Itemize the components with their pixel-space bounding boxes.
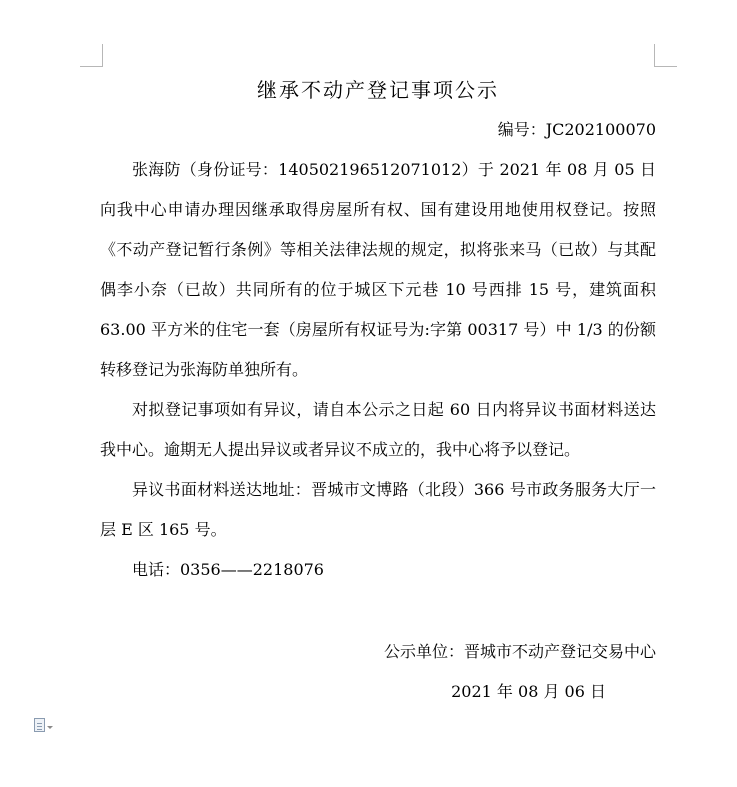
issue-date: 2021 年 08 月 06 日 <box>451 682 606 701</box>
paragraph-application: 张海防（身份证号：140502196512071012）于 2021 年 08 月 05 日向我中心申请办理因继承取得房屋所有权、国有建设用地使用权登记。按照《不动产登记暂行条例》等相关法律法规的规定，拟将张来马（已故）与其配偶李小奈（已故）共同所有的位于城区下元巷 10 号西排 15 号，建筑面积 63.00 平方米的住宅一套（房屋所有权证号为:字第 00317 号）中 1/3 的份额转移登记为张海防单独所有。 <box>100 160 656 379</box>
paragraph-phone: 电话：0356——2218076 <box>132 560 324 579</box>
paste-options-icon[interactable] <box>34 716 62 734</box>
document-body <box>100 70 656 712</box>
issuer-line: 公示单位：晋城市不动产登记交易中心 <box>383 642 656 661</box>
clipboard-document-icon <box>34 718 45 732</box>
reference-number: 编号：JC202100070 <box>497 120 656 139</box>
paragraph-address: 异议书面材料送达地址：晋城市文博路（北段）366 号市政务服务大厅一层 E 区 165 号。 <box>100 480 656 539</box>
chevron-down-icon <box>47 726 53 729</box>
paragraph-objection: 对拟登记事项如有异议，请自本公示之日起 60 日内将异议书面材料送达我中心。逾期无人提出异议或者异议不成立的，我中心将予以登记。 <box>100 400 656 459</box>
document-title: 继承不动产登记事项公示 <box>257 78 499 102</box>
page-corner-mark-top-right <box>654 44 677 67</box>
page-corner-mark-top-left <box>80 44 103 67</box>
